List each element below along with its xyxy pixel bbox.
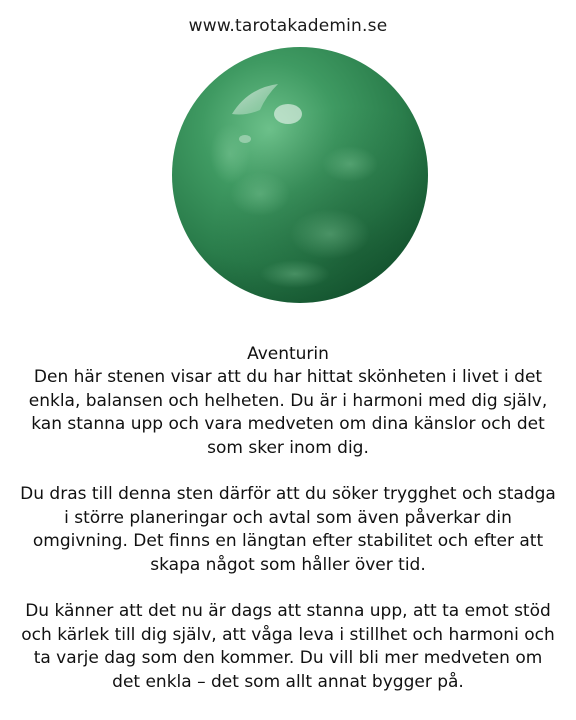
aventurine-sphere-image (170, 44, 430, 306)
stone-name-heading: Aventurin (247, 344, 329, 364)
description-paragraph-1: Den här stenen visar att du har hittat skönheten i livet i det enkla, balansen och helheten. Du är i harmoni med dig själv, kan stanna upp och vara medveten om dina känslor och det som sker inom dig. (28, 367, 548, 458)
sphere-graphic (170, 44, 430, 306)
site-url: www.tarotakademin.se (188, 16, 388, 36)
description-paragraph-3: Du känner att det nu är dags att stanna upp, att ta emot stöd och kärlek till dig själv, att våga leva i stillhet och harmoni och ta varje dag som den kommer. Du vill bli mer medveten om det enkla – det som allt annat bygger på. (21, 601, 555, 692)
description-paragraph-2: Du dras till denna sten därför att du söker trygghet och stadga i större planeringar och avtal som även påverkar din omgivning. Det finns en längtan efter stabilitet och efter att skapa något som håller över tid. (20, 484, 556, 575)
